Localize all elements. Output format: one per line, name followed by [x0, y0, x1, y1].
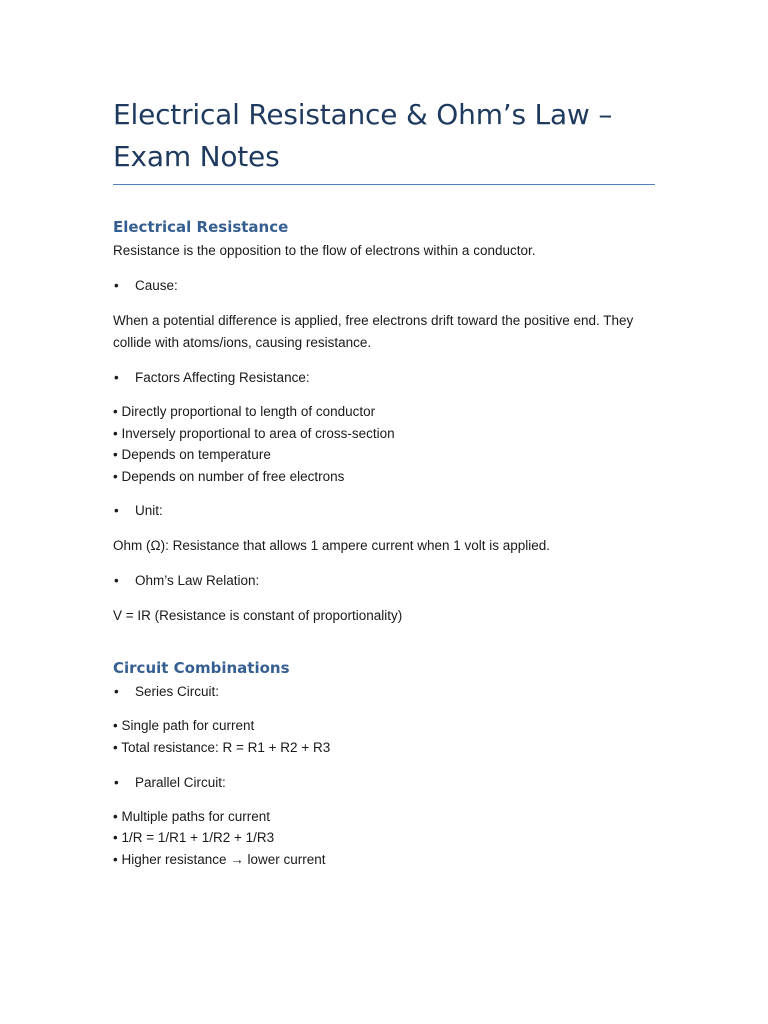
bullet-label: Factors Affecting Resistance:: [135, 370, 310, 385]
bullet-series-circuit: [113, 681, 655, 703]
bullet-dot: •: [114, 278, 119, 293]
section-heading-electrical-resistance: Electrical Resistance: [113, 218, 289, 236]
cause-text: When a potential difference is applied, free electrons drift toward the positive end. They collide with atoms/ions, causing resistance.: [113, 313, 634, 350]
bullet-dot: •: [114, 774, 119, 790]
bullet-ohms-law: [113, 570, 655, 592]
list-item: • Inversely proportional to area of cross-section: [113, 425, 395, 441]
ohms-law-text: V = IR (Resistance is constant of proportionality): [113, 608, 403, 624]
resistance-definition: Resistance is the opposition to the flow of electrons within a conductor.: [113, 243, 536, 258]
list-item: • Depends on temperature: [113, 447, 271, 463]
bullet-label: Unit:: [135, 503, 163, 519]
list-item: • 1/R = 1/R1 + 1/R2 + 1/R3: [113, 830, 275, 846]
title-line-1: Electrical Resistance & Ohm’s Law –: [113, 98, 613, 131]
bullet-label: Cause:: [135, 278, 178, 293]
bullet-dot: •: [114, 370, 119, 385]
bullet-factors: [113, 367, 655, 389]
bullet-label: Parallel Circuit:: [135, 774, 226, 790]
series-list: [113, 715, 655, 758]
factors-list: [113, 401, 655, 487]
bullet-unit: [113, 500, 655, 522]
bullet-label: Ohm’s Law Relation:: [135, 573, 260, 589]
section-heading-circuit-combinations: Circuit Combinations: [113, 659, 290, 678]
title-line-2: Exam Notes: [113, 140, 280, 173]
bullet-dot: •: [114, 573, 119, 589]
title-underline: [113, 184, 655, 185]
bullet-parallel-circuit: [113, 772, 655, 794]
list-item: • Directly proportional to length of conductor: [113, 404, 376, 419]
list-item: • Single path for current: [113, 718, 255, 734]
bullet-label: Series Circuit:: [135, 684, 220, 700]
list-item: • Depends on number of free electrons: [113, 468, 345, 484]
parallel-list: [113, 806, 655, 871]
list-item: • Total resistance: R = R1 + R2 + R3: [113, 739, 331, 755]
bullet-cause: [113, 275, 655, 297]
bullet-dot: •: [114, 684, 119, 700]
bullet-dot: •: [114, 503, 119, 519]
unit-text: Ohm (Ω): Resistance that allows 1 ampere current when 1 volt is applied.: [113, 538, 551, 554]
list-item: • Higher resistance → lower current: [113, 851, 326, 867]
document-content: [113, 94, 655, 870]
document-title: [113, 94, 655, 178]
list-item: • Multiple paths for current: [113, 808, 271, 824]
